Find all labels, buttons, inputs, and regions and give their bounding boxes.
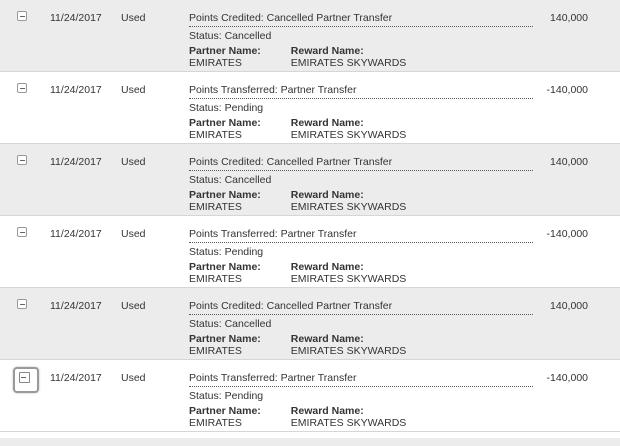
transaction-status: Status: Pending	[189, 390, 264, 402]
collapse-toggle-icon[interactable]	[17, 299, 27, 309]
partner-name-value: EMIRATES	[189, 273, 242, 285]
transaction-title[interactable]: Points Transferred: Partner Transfer	[189, 372, 533, 387]
transaction-details	[189, 189, 533, 213]
transaction-status: Status: Cancelled	[189, 30, 272, 42]
transaction-status: Status: Cancelled	[189, 318, 272, 330]
reward-name-label: Reward Name:	[290, 45, 364, 57]
reward-name-value: EMIRATES SKYWARDS	[290, 57, 407, 69]
transaction-type: Used	[121, 84, 146, 96]
transaction-amount: 140,000	[550, 300, 588, 312]
transaction-type: Used	[121, 156, 146, 168]
reward-name-value: EMIRATES SKYWARDS	[290, 129, 407, 141]
partner-detail	[189, 45, 261, 69]
reward-detail	[291, 117, 407, 141]
partner-name-label: Partner Name:	[189, 261, 261, 273]
reward-name-label: Reward Name:	[290, 261, 364, 273]
transaction-details	[189, 261, 533, 285]
transaction-description	[189, 372, 533, 429]
transaction-row	[0, 144, 620, 216]
reward-name-label: Reward Name:	[290, 333, 364, 345]
transaction-details	[189, 405, 533, 429]
transaction-description	[189, 84, 533, 141]
transaction-details	[189, 45, 533, 69]
partner-detail	[189, 117, 261, 141]
reward-name-value: EMIRATES SKYWARDS	[290, 417, 407, 429]
transaction-description	[189, 228, 533, 285]
partner-name-value: EMIRATES	[189, 57, 242, 69]
transaction-date: 11/24/2017	[50, 84, 102, 96]
transaction-amount: 140,000	[550, 156, 588, 168]
reward-detail	[291, 45, 407, 69]
reward-name-label: Reward Name:	[290, 189, 364, 201]
partner-name-label: Partner Name:	[189, 45, 261, 57]
partner-detail	[189, 333, 261, 357]
transaction-details	[189, 333, 533, 357]
transaction-row	[0, 360, 620, 432]
partner-name-label: Partner Name:	[189, 189, 261, 201]
transaction-row	[0, 288, 620, 360]
transaction-amount: -140,000	[546, 372, 588, 384]
transaction-title[interactable]: Points Credited: Cancelled Partner Transfer	[189, 300, 533, 315]
partner-name-value: EMIRATES	[189, 129, 242, 141]
reward-name-value: EMIRATES SKYWARDS	[290, 201, 407, 213]
transaction-type: Used	[121, 12, 146, 24]
partner-detail	[189, 405, 261, 429]
transaction-amount: 140,000	[550, 12, 588, 24]
transaction-date: 11/24/2017	[50, 156, 102, 168]
collapse-toggle-icon[interactable]	[17, 11, 27, 21]
transaction-description	[189, 300, 533, 357]
partner-name-label: Partner Name:	[189, 333, 261, 345]
transaction-row	[0, 0, 620, 72]
reward-name-value: EMIRATES SKYWARDS	[290, 345, 407, 357]
collapse-toggle-icon[interactable]	[13, 367, 39, 393]
reward-name-value: EMIRATES SKYWARDS	[290, 273, 407, 285]
transaction-details	[189, 117, 533, 141]
collapse-toggle-icon[interactable]	[17, 83, 27, 93]
reward-detail	[291, 405, 407, 429]
transaction-description	[189, 156, 533, 213]
transaction-status: Status: Pending	[189, 102, 264, 114]
partner-name-value: EMIRATES	[189, 417, 242, 429]
collapse-toggle-icon[interactable]	[17, 227, 27, 237]
transaction-status: Status: Pending	[189, 246, 264, 258]
transaction-amount: -140,000	[546, 84, 588, 96]
transaction-title[interactable]: Points Credited: Cancelled Partner Transfer	[189, 12, 533, 27]
partner-name-value: EMIRATES	[189, 345, 242, 357]
collapse-toggle-icon[interactable]	[17, 155, 27, 165]
transaction-date: 11/24/2017	[50, 12, 102, 24]
transaction-type: Used	[121, 372, 146, 384]
transaction-amount: -140,000	[546, 228, 588, 240]
next-row-edge	[0, 438, 620, 446]
reward-detail	[291, 333, 407, 357]
transaction-title[interactable]: Points Credited: Cancelled Partner Transfer	[189, 156, 533, 171]
transaction-date: 11/24/2017	[50, 300, 102, 312]
transaction-description	[189, 12, 533, 69]
partner-name-label: Partner Name:	[189, 405, 261, 417]
transaction-status: Status: Cancelled	[189, 174, 272, 186]
partner-name-value: EMIRATES	[189, 201, 242, 213]
transaction-row	[0, 216, 620, 288]
reward-name-label: Reward Name:	[290, 405, 364, 417]
reward-detail	[291, 189, 407, 213]
partner-detail	[189, 261, 261, 285]
partner-name-label: Partner Name:	[189, 117, 261, 129]
transaction-date: 11/24/2017	[50, 372, 102, 384]
transaction-title[interactable]: Points Transferred: Partner Transfer	[189, 84, 533, 99]
transaction-type: Used	[121, 228, 146, 240]
transaction-type: Used	[121, 300, 146, 312]
transaction-date: 11/24/2017	[50, 228, 102, 240]
transaction-title[interactable]: Points Transferred: Partner Transfer	[189, 228, 533, 243]
reward-name-label: Reward Name:	[290, 117, 364, 129]
reward-detail	[291, 261, 407, 285]
partner-detail	[189, 189, 261, 213]
transaction-row	[0, 72, 620, 144]
